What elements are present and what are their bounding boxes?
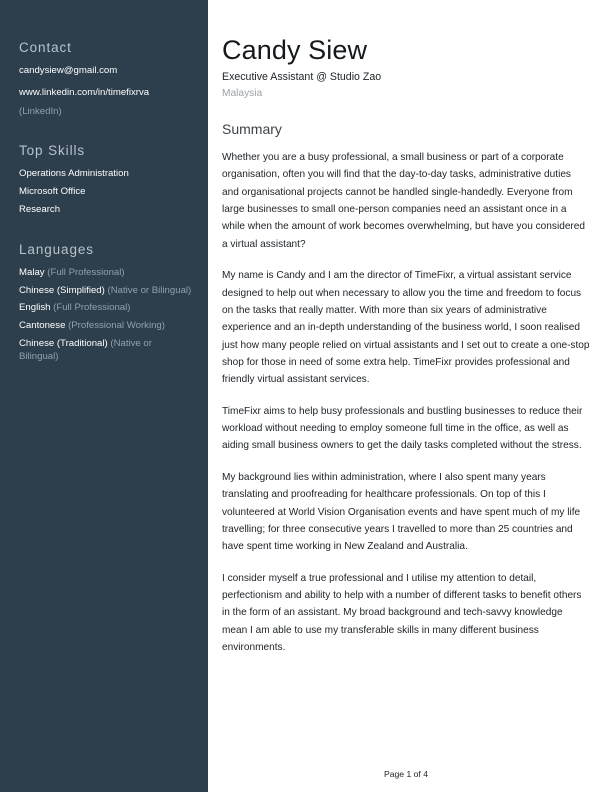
contact-email[interactable]: candysiew@gmail.com — [19, 65, 118, 77]
list-item: Microsoft Office — [19, 186, 86, 198]
main-content — [222, 0, 590, 792]
list-item — [19, 302, 194, 315]
sidebar-heading-contact: Contact — [19, 40, 72, 55]
list-item — [19, 285, 194, 298]
language-level: (Professional Working) — [68, 320, 165, 332]
summary-paragraph: My background lies within administration, where I also spent many years translating and proofreading for healthcare professionals. On top of this I volunteered at World Vision Organisation events and have spent much of my life travelling; for three consecutive years I travelled to more than 25 countries and have spent time working in New Zealand and Australia. — [222, 471, 581, 553]
language-level: (Full Professional) — [53, 302, 131, 314]
sidebar-heading-languages: Languages — [19, 241, 94, 257]
profile-headline: Executive Assistant @ Studio Zao — [222, 71, 382, 84]
list-item: Research — [19, 203, 61, 215]
language-name: Cantonese — [19, 320, 66, 332]
summary-paragraph: Whether you are a busy professional, a small business or part of a corporate organisation, often you will find that the day-to-day tasks, administrative duties and organisational projects cannot be handled single-handedly. Everyone from large businesses to small one-person companies need an assistant once in a while when the amount of work becomes overwhelming, but have you considered a virtual assistant? — [222, 152, 586, 250]
contact-linkedin-label: (LinkedIn) — [19, 105, 62, 117]
profile-location: Malaysia — [222, 88, 263, 99]
list-item — [19, 320, 194, 333]
language-name: Malay — [19, 266, 45, 278]
language-level: (Native or Bilingual) — [19, 337, 152, 362]
language-level: (Full Professional) — [47, 266, 125, 278]
summary-paragraph: My name is Candy and I am the director of TimeFixr, a virtual assistant service designed to help out when necessary to allow you the time and freedom to focus on the tasks that really matter. With more than six years of administrative experience and an in-depth understanding of the business world, I soon realised just how many people relied on virtual assistants and I set out to create a one-stop shop for those in need of some extra help. TimeFixr provides professional and friendly virtual assistant services. — [222, 270, 590, 386]
languages-list — [19, 267, 194, 364]
sidebar — [0, 0, 208, 792]
contact-linkedin-url[interactable]: www.linkedin.com/in/timefixrva — [19, 86, 150, 98]
sidebar-heading-top-skills: Top Skills — [19, 143, 86, 159]
top-skills-list — [19, 168, 194, 216]
list-item — [19, 267, 194, 280]
list-item — [19, 338, 194, 364]
page-footer: Page 1 of 4 — [384, 769, 428, 779]
page-title: Candy Siew — [222, 35, 368, 65]
language-name: Chinese (Traditional) — [19, 337, 108, 349]
section-title-summary: Summary — [222, 121, 282, 138]
language-level: (Native or Bilingual) — [107, 284, 192, 296]
language-name: English — [19, 302, 51, 314]
list-item: Operations Administration — [19, 168, 129, 180]
summary-paragraph: TimeFixr aims to help busy professionals and bustling businesses to reduce their workload without needing to employ someone full time in the office, as well as aiding small business owners to get the daily tasks completed without the stress. — [222, 405, 583, 452]
summary-paragraph: I consider myself a true professional and I utilise my attention to detail, perfectionism and ability to help with a number of different tasks to benefit others in the form of an assistant. My broad background and tech-savvy knowledge mean I am able to use my transferable skills in many different business environments. — [222, 572, 582, 654]
language-name: Chinese (Simplified) — [19, 284, 105, 296]
